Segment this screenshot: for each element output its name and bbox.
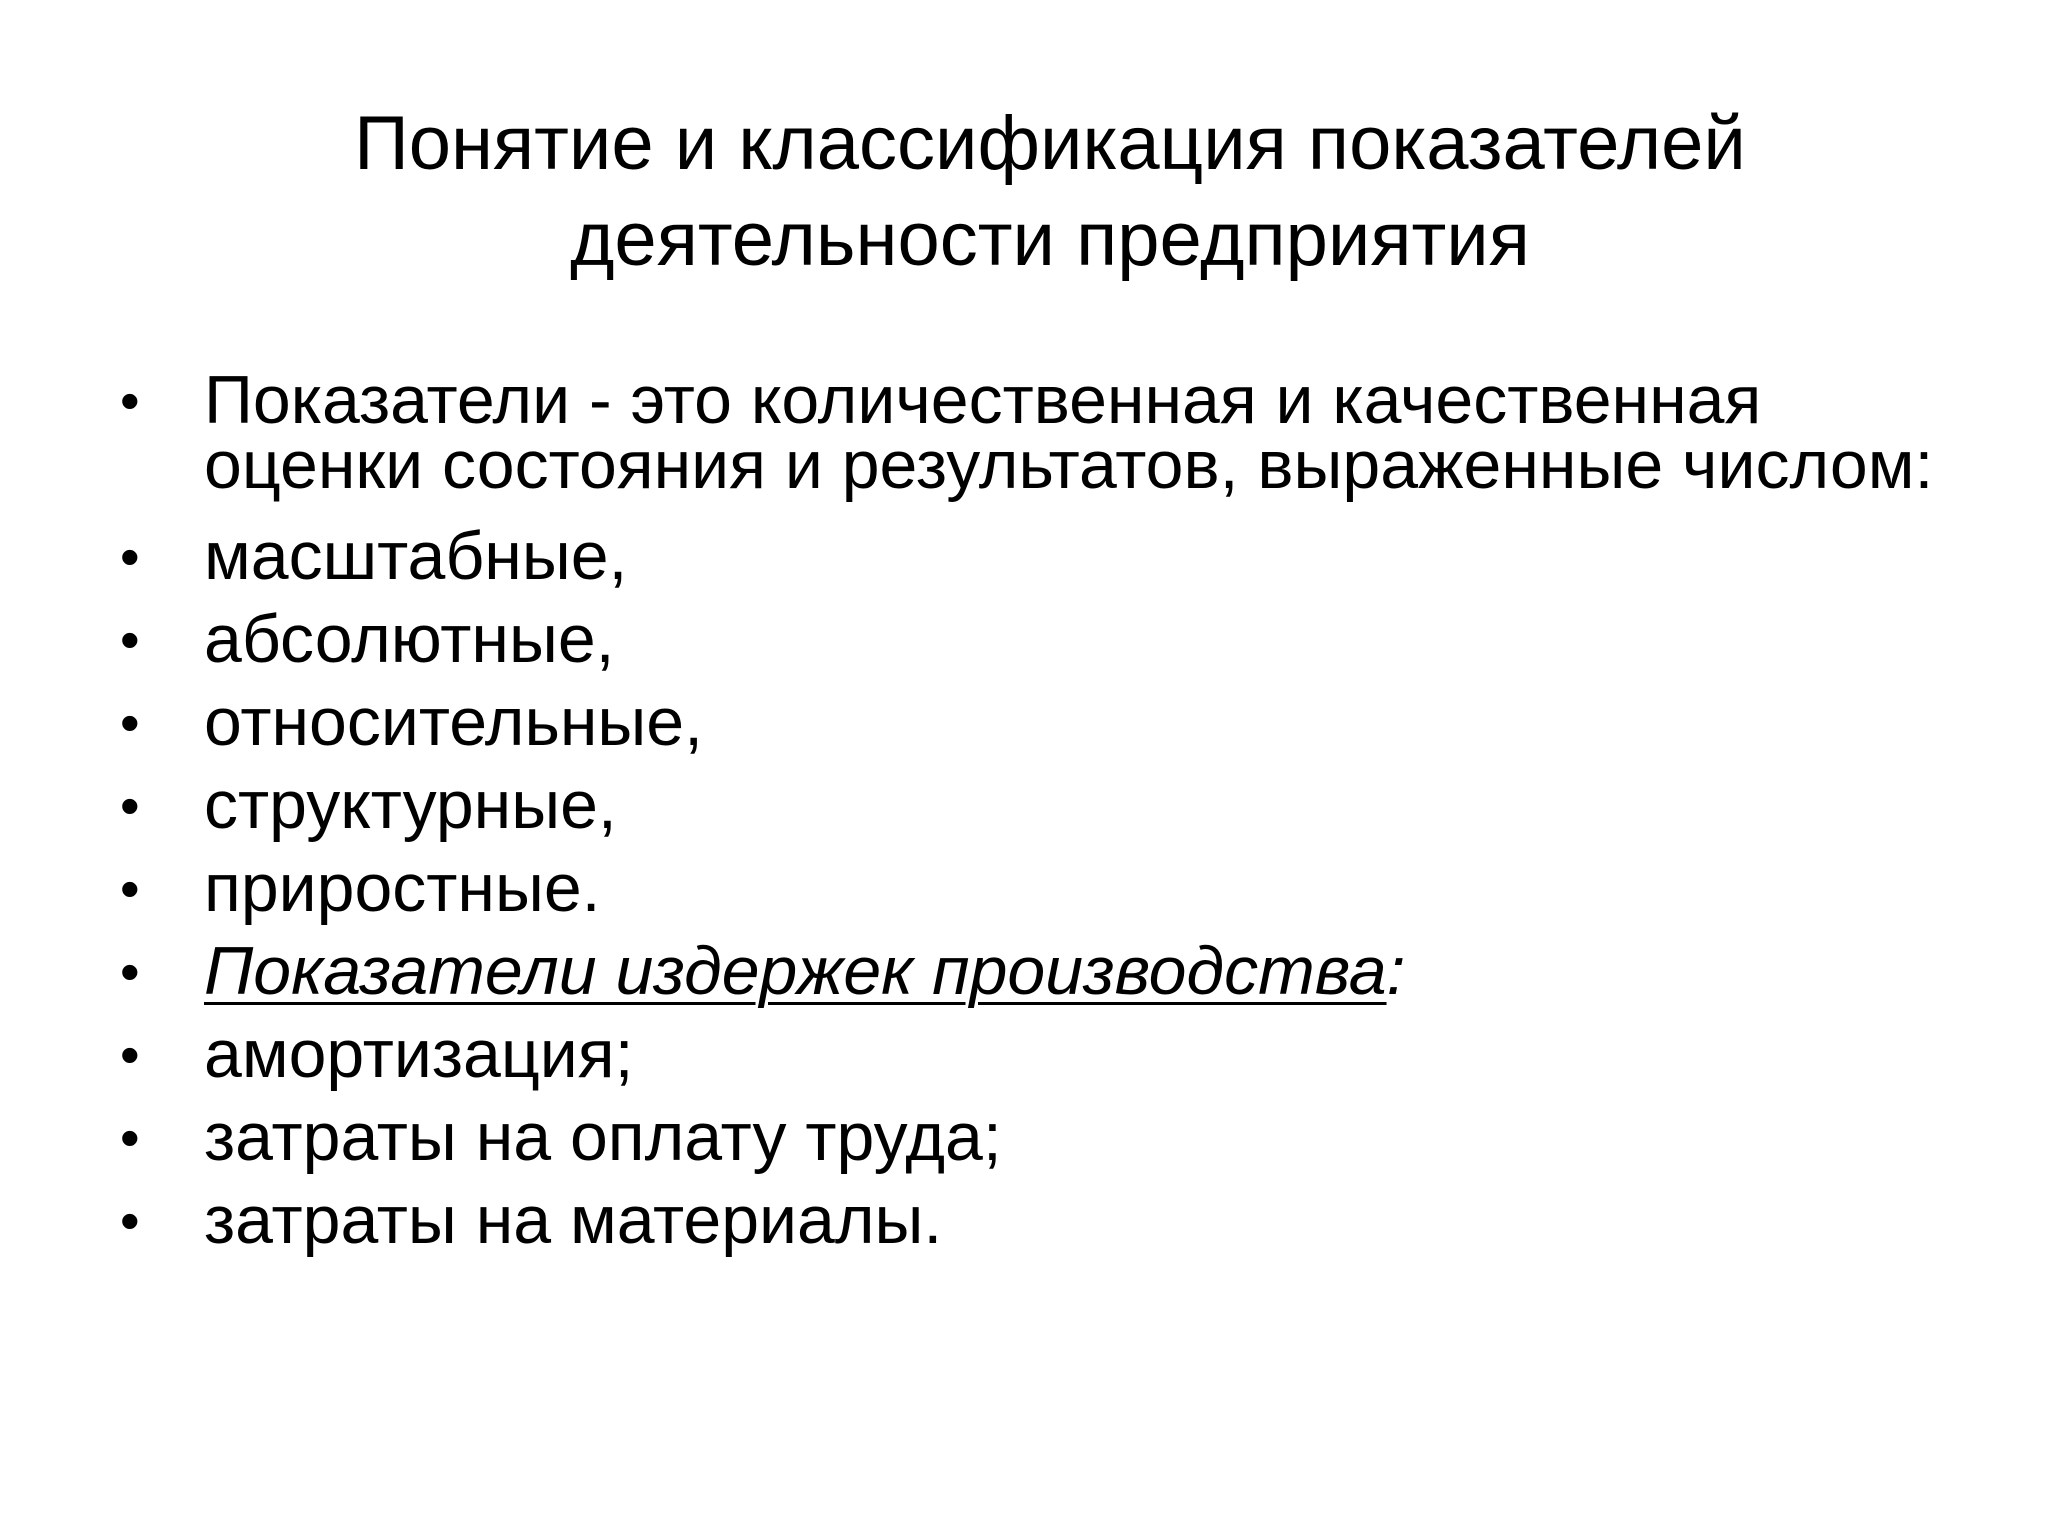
list-item-text: Показатели - это количественная и качественная оценки состояния и результатов, выраженные числом: xyxy=(204,362,1934,503)
bullet-icon: • xyxy=(120,774,140,837)
cost-indicators-colon: : xyxy=(1386,933,1406,1009)
list-item-scale xyxy=(120,518,1960,594)
bullet-icon: • xyxy=(120,525,140,588)
list-item-growth xyxy=(120,850,1960,926)
list-item-text: относительные, xyxy=(204,684,704,760)
list-item-relative xyxy=(120,684,1960,760)
slide-title xyxy=(0,96,2048,288)
list-item-text: приростные. xyxy=(204,850,601,926)
bullet-list xyxy=(120,362,1960,1271)
bullet-icon: • xyxy=(120,608,140,671)
bullet-icon: • xyxy=(120,1106,140,1169)
bullet-icon: • xyxy=(120,940,140,1003)
list-item-structural xyxy=(120,767,1960,843)
list-item-labor-costs xyxy=(120,1099,1960,1175)
slide-title-line-2: деятельности предприятия xyxy=(570,197,1530,282)
list-item-material-costs xyxy=(120,1182,1960,1258)
list-item-text: структурные, xyxy=(204,767,617,843)
list-item-text: затраты на материалы. xyxy=(204,1182,943,1258)
bullet-icon: • xyxy=(120,857,140,920)
list-item-text: затраты на оплату труда; xyxy=(204,1099,1002,1175)
slide-title-line-1: Понятие и классификация показателей xyxy=(354,101,1746,186)
list-item-text: масштабные, xyxy=(204,518,628,594)
cost-indicators-heading: Показатели издержек производства xyxy=(204,933,1387,1009)
bullet-icon: • xyxy=(120,369,140,432)
list-item-cost-indicators-heading xyxy=(120,933,1960,1009)
bullet-icon: • xyxy=(120,1189,140,1252)
list-item-definition xyxy=(120,362,1960,503)
list-item-absolute xyxy=(120,601,1960,677)
list-item-depreciation xyxy=(120,1016,1960,1092)
list-item-text: амортизация; xyxy=(204,1016,634,1092)
bullet-icon: • xyxy=(120,691,140,754)
bullet-icon: • xyxy=(120,1023,140,1086)
list-item-text: абсолютные, xyxy=(204,601,615,677)
